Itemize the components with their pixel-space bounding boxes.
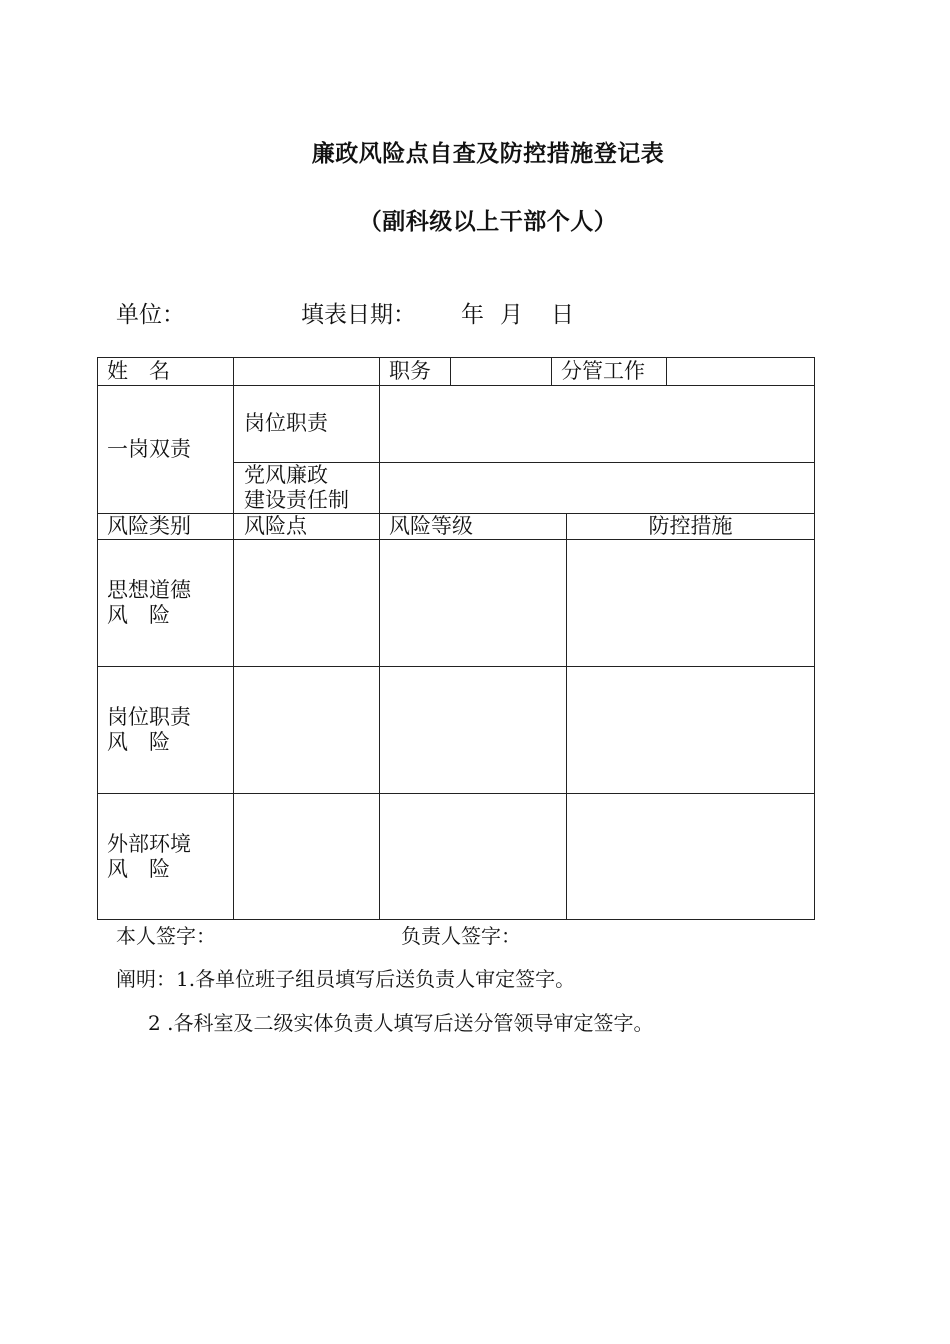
header-risk-level xyxy=(379,513,567,540)
risk-row-2-measures[interactable] xyxy=(566,666,815,794)
day-label: 日 xyxy=(551,302,574,328)
header-risk-point-label: 风险点 xyxy=(244,514,307,538)
party-label-line2: 建设责任制 xyxy=(244,488,349,512)
date-label: 填表日期： xyxy=(301,302,416,328)
party-label-line1: 党风廉政 xyxy=(244,463,328,487)
risk-row-1-point[interactable] xyxy=(233,539,380,667)
work-value-cell[interactable] xyxy=(666,357,815,386)
header-risk-category xyxy=(97,513,234,540)
position-label-cell xyxy=(379,357,451,386)
leader-signature-label: 负责人签字： xyxy=(401,924,521,948)
position-value-cell[interactable] xyxy=(450,357,552,386)
risk-row-2-level[interactable] xyxy=(379,666,567,794)
document-title: 廉政风险点自查及防控措施登记表 xyxy=(311,141,665,167)
risk-row-1-line2: 风 险 xyxy=(107,603,170,627)
month-label: 月 xyxy=(500,302,523,328)
duty-value-cell[interactable] xyxy=(379,385,815,463)
self-signature-label: 本人签字： xyxy=(116,924,216,948)
party-value-cell[interactable] xyxy=(379,462,815,514)
header-risk-point xyxy=(233,513,380,540)
dual-responsibility-cell xyxy=(97,385,234,514)
work-label-cell xyxy=(551,357,667,386)
year-label: 年 xyxy=(461,302,484,328)
party-label-cell xyxy=(233,462,380,514)
work-label: 分管工作 xyxy=(561,359,645,383)
duty-label-cell xyxy=(233,385,380,463)
header-risk-level-label: 风险等级 xyxy=(389,514,473,538)
header-control-measures xyxy=(566,513,815,540)
note-2: 2 .各科室及二级实体负责人填写后送分管领导审定签字。 xyxy=(148,1011,654,1035)
dual-responsibility-label: 一岗双责 xyxy=(107,437,191,461)
name-value-cell[interactable] xyxy=(233,357,380,386)
risk-row-1-category xyxy=(97,539,234,667)
position-label: 职务 xyxy=(389,359,431,383)
header-risk-category-label: 风险类别 xyxy=(107,514,191,538)
risk-row-2-category xyxy=(97,666,234,794)
risk-row-2-line2: 风 险 xyxy=(107,730,170,754)
duty-label: 岗位职责 xyxy=(244,411,328,435)
risk-row-3-line1: 外部环境 xyxy=(107,832,191,856)
risk-row-1-level[interactable] xyxy=(379,539,567,667)
name-label: 姓 名 xyxy=(107,359,170,383)
risk-row-3-line2: 风 险 xyxy=(107,857,170,881)
risk-row-2-point[interactable] xyxy=(233,666,380,794)
risk-row-1-line1: 思想道德 xyxy=(107,578,191,602)
risk-row-3-measures[interactable] xyxy=(566,793,815,920)
unit-label: 单位： xyxy=(116,302,185,328)
risk-row-3-point[interactable] xyxy=(233,793,380,920)
risk-row-2-line1: 岗位职责 xyxy=(107,705,191,729)
document-subtitle: （副科级以上干部个人） xyxy=(358,209,618,235)
risk-row-1-measures[interactable] xyxy=(566,539,815,667)
note-1: 阐明：1.各单位班子组员填写后送负责人审定签字。 xyxy=(116,967,576,991)
risk-row-3-level[interactable] xyxy=(379,793,567,920)
name-label-cell xyxy=(97,357,234,386)
risk-row-3-category xyxy=(97,793,234,920)
header-control-measures-label: 防控措施 xyxy=(648,514,733,538)
